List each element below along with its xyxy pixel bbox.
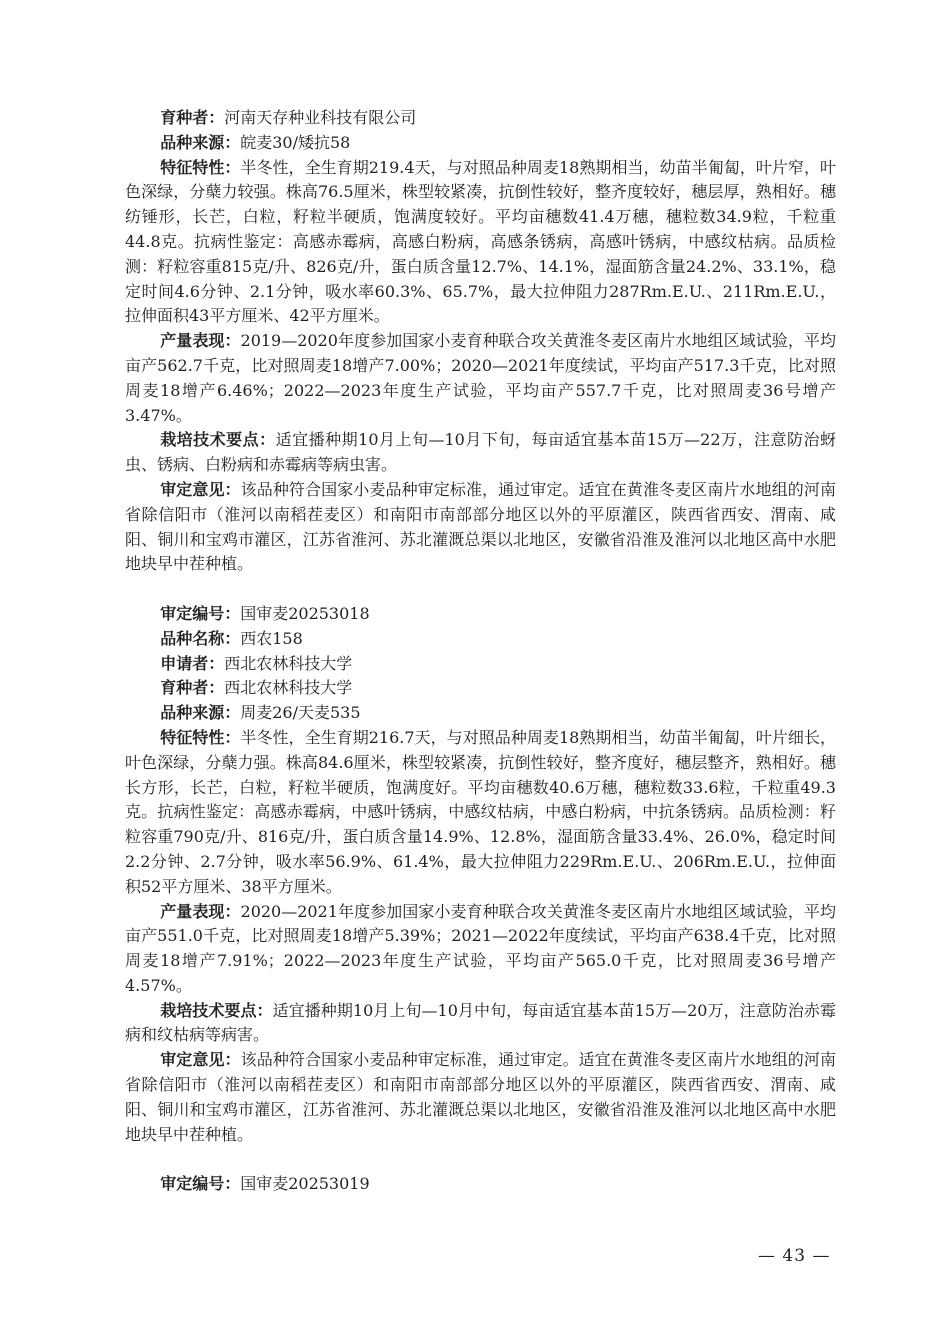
field-approval-number: 审定编号：国审麦20253018 <box>160 603 370 623</box>
spacer <box>125 577 836 602</box>
field-source: 品种来源：周麦26/天麦535 <box>160 703 361 723</box>
page-number: — 43 — <box>758 1246 831 1266</box>
field-yield: 产量表现：2020—2021年度参加国家小麦育种联合攻关黄淮冬麦区南片水地组区域试验，平均亩产551.0千克，比对照周麦18增产5.39%；2021—2022年度续试，平均亩产638.4千克，比对照周麦18增产7.91%；2022—2023年度生产试验，平均亩产565.0千克，比对照周麦36号增产4.57%。 <box>125 901 836 995</box>
field-variety-name: 品种名称：西农158 <box>160 628 303 648</box>
spacer <box>125 1147 836 1172</box>
field-yield: 产量表现：2019—2020年度参加国家小麦育种联合攻关黄淮冬麦区南片水地组区域试验，平均亩产562.7千克，比对照周麦18增产7.00%；2020—2021年度续试，平均亩产517.3千克，比对照周麦18增产6.46%；2022—2023年度生产试验，平均亩产557.7千克，比对照周麦36号增产3.47%。 <box>125 331 836 425</box>
field-approval-number: 审定编号：国审麦20253019 <box>160 1174 370 1194</box>
field-breeder: 育种者：西北农林科技大学 <box>160 678 353 698</box>
field-opinion: 审定意见：该品种符合国家小麦品种审定标准，通过审定。适宜在黄淮冬麦区南片水地组的河南省除信阳市（淮河以南稻茬麦区）和南阳市南部部分地区以外的平原灌区，陕西省西安、渭南、咸阳、铜川和宝鸡市灌区，江苏省淮河、苏北灌溉总渠以北地区，安徽省沿淮及淮河以北地区高中水肥地块早中茬种植。 <box>125 1050 836 1144</box>
entry-3 <box>125 1172 836 1197</box>
field-opinion: 审定意见：该品种符合国家小麦品种审定标准，通过审定。适宜在黄淮冬麦区南片水地组的河南省除信阳市（淮河以南稻茬麦区）和南阳市南部部分地区以外的平原灌区，陕西省西安、渭南、咸阳、铜川和宝鸡市灌区，江苏省淮河、苏北灌溉总渠以北地区，安徽省沿淮及淮河以北地区高中水肥地块早中茬种植。 <box>125 479 836 574</box>
entry-2 <box>125 602 836 1148</box>
field-breeder: 育种者：河南天存种业科技有限公司 <box>160 108 417 127</box>
field-characteristics: 特征特性：半冬性，全生育期216.7天，与对照品种周麦18熟期相当，幼苗半匍匐，叶片细长，叶色深绿，分蘖力强。株高84.6厘米，株型较紧凑，抗倒性较好，整齐度好，穗层整齐，熟相好。穗长方形，长芒，白粒，籽粒半硬质，饱满度好。平均亩穗数40.6万穗，穗粒数33.6粒，千粒重49.3克。抗病性鉴定：高感赤霉病，中感叶锈病，中感纹枯病，中感白粉病，中抗条锈病。品质检测：籽粒容重790克/升、816克/升，蛋白质含量14.9%、12.8%，湿面筋含量33.4%、26.0%，稳定时间2.2分钟、2.7分钟，吸水率56.9%、61.4%，最大拉伸阻力229Rm.E.U.、206Rm.E.U.，拉伸面积52平方厘米、38平方厘米。 <box>125 727 836 896</box>
field-characteristics: 特征特性：半冬性，全生育期219.4天，与对照品种周麦18熟期相当，幼苗半匍匐，叶片窄，叶色深绿，分蘖力较强。株高76.5厘米，株型较紧凑，抗倒性较好，整齐度较好，穗层厚，熟相好。穗纺锤形，长芒，白粒，籽粒半硬质，饱满度较好。平均亩穗数41.4万穗，穗粒数34.9粒，千粒重44.8克。抗病性鉴定：高感赤霉病，高感白粉病，高感条锈病，高感叶锈病，中感纹枯病。品质检测：籽粒容重815克/升、826克/升，蛋白质含量12.7%、14.1%，湿面筋含量24.2%、33.1%，稳定时间4.6分钟、2.1分钟，吸水率60.3%、65.7%，最大拉伸阻力287Rm.E.U.、211Rm.E.U.，拉伸面积43平方厘米、42平方厘米。 <box>125 157 836 326</box>
entry-1 <box>125 106 836 577</box>
field-cultivation: 栽培技术要点：适宜播种期10月上旬—10月下旬，每亩适宜基本苗15万—22万，注意防治蚜虫、锈病、白粉病和赤霉病等病虫害。 <box>125 430 836 475</box>
field-applicant: 申请者：西北农林科技大学 <box>160 653 353 673</box>
field-source: 品种来源：皖麦30/矮抗58 <box>160 132 351 152</box>
document-body <box>125 106 836 1197</box>
field-cultivation: 栽培技术要点：适宜播种期10月上旬—10月中旬，每亩适宜基本苗15万—20万，注意防治赤霉病和纹枯病等病害。 <box>125 1000 836 1045</box>
